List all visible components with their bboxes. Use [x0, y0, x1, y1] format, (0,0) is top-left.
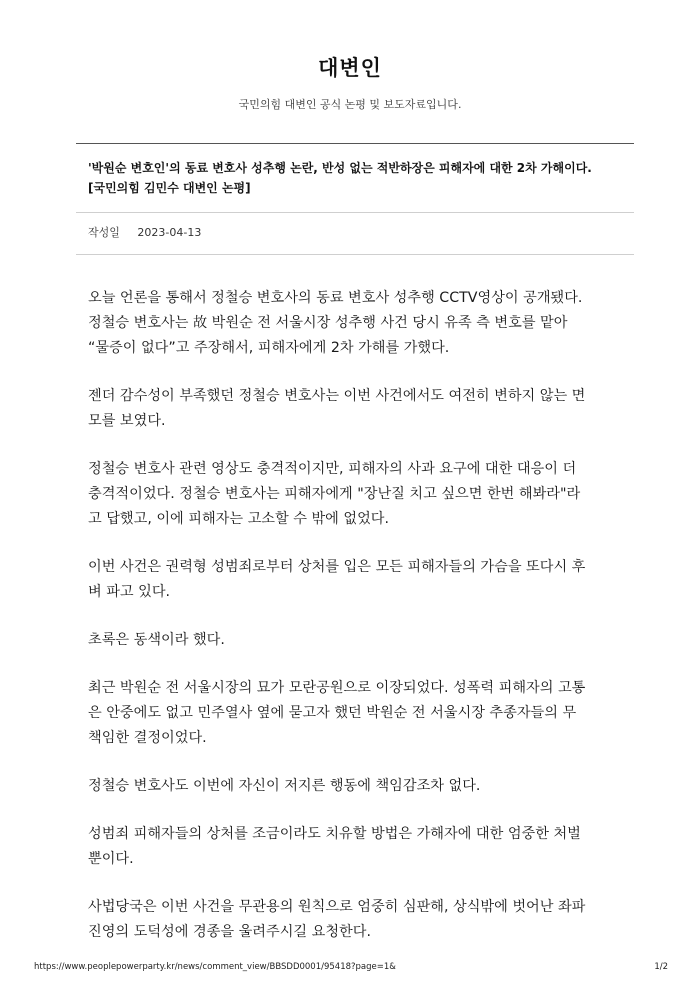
article-meta: [88, 224, 201, 240]
title-divider: [76, 212, 634, 213]
page-header: [0, 52, 700, 112]
article-paragraph: [88, 628, 628, 653]
article-date: 2023-04-13: [137, 226, 202, 239]
paragraph-line: 젠더 감수성이 부족했던 정철승 변호사는 이번 사건에서도 여전히 변하지 않는 면: [88, 388, 586, 404]
article-paragraph: [88, 384, 628, 434]
article-paragraph: [88, 286, 628, 361]
article-paragraph: [88, 555, 628, 605]
paragraph-line: 최근 박원순 전 서울시장의 묘가 모란공원으로 이장되었다. 성폭력 피해자의 고통: [88, 680, 586, 696]
paragraph-line: 초록은 동색이라 했다.: [88, 632, 225, 648]
page-number: 1/2: [654, 962, 668, 972]
paragraph-line: 모를 보였다.: [88, 413, 166, 429]
site-title: 대변인: [318, 56, 382, 80]
article-title: [88, 158, 628, 198]
paragraph-line: 충격적이었다. 정철승 변호사는 피해자에게 "장난질 치고 싶으면 한번 해봐라"라: [88, 486, 581, 502]
meta-divider: [76, 254, 634, 255]
paragraph-line: 고 답했고, 이에 피해자는 고소할 수 밖에 없었다.: [88, 511, 389, 527]
paragraph-line: 은 안중에도 없고 민주열사 옆에 묻고자 했던 박원순 전 서울시장 추종자들의 무: [88, 705, 577, 721]
header-divider: [76, 143, 634, 144]
article-title-line: [국민의힘 김민수 대변인 논평]: [88, 181, 251, 195]
paragraph-line: 뿐이다.: [88, 851, 134, 867]
paragraph-line: “물증이 없다”고 주장해서, 피해자에게 2차 가해를 가했다.: [88, 340, 450, 356]
paragraph-line: 책임한 결정이었다.: [88, 730, 207, 746]
paragraph-line: 벼 파고 있다.: [88, 584, 171, 600]
site-subtitle: 국민의힘 대변인 공식 논평 및 보도자료입니다.: [238, 98, 462, 111]
paragraph-line: 정철승 변호사 관련 영상도 충격적이지만, 피해자의 사과 요구에 대한 대응이 더: [88, 461, 577, 477]
article-paragraph: [88, 822, 628, 872]
paragraph-line: 정철승 변호사는 故 박원순 전 서울시장 성추행 사건 당시 유족 측 변호를 맡아: [88, 315, 568, 331]
paragraph-line: 정철승 변호사도 이번에 자신이 저지른 행동에 책임감조차 없다.: [88, 778, 481, 794]
paragraph-line: 진영의 도덕성에 경종을 울려주시길 요청한다.: [88, 924, 371, 940]
article-body: [88, 286, 628, 968]
article-paragraph: [88, 895, 628, 945]
paragraph-line: 사법당국은 이번 사건을 무관용의 원칙으로 엄중히 심판해, 상식밖에 벗어난 좌파: [88, 899, 586, 915]
date-label: 작성일: [88, 226, 120, 239]
paragraph-line: 오늘 언론을 통해서 정철승 변호사의 동료 변호사 성추행 CCTV영상이 공개됐다.: [88, 290, 583, 306]
article-title-line: '박원순 변호인'의 동료 변호사 성추행 논란, 반성 없는 적반하장은 피해자에 대한 2차 가해이다.: [88, 161, 592, 175]
article-paragraph: [88, 457, 628, 532]
paragraph-line: 이번 사건은 권력형 성범죄로부터 상처를 입은 모든 피해자들의 가슴을 또다시 후: [88, 559, 586, 575]
paragraph-line: 성범죄 피해자들의 상처를 조금이라도 치유할 방법은 가해자에 대한 엄중한 처벌: [88, 826, 581, 842]
footer-url: https://www.peoplepowerparty.kr/news/comment_view/BBSDD0001/95418?page=1&: [34, 962, 396, 972]
article-paragraph: [88, 774, 628, 799]
article-paragraph: [88, 676, 628, 751]
